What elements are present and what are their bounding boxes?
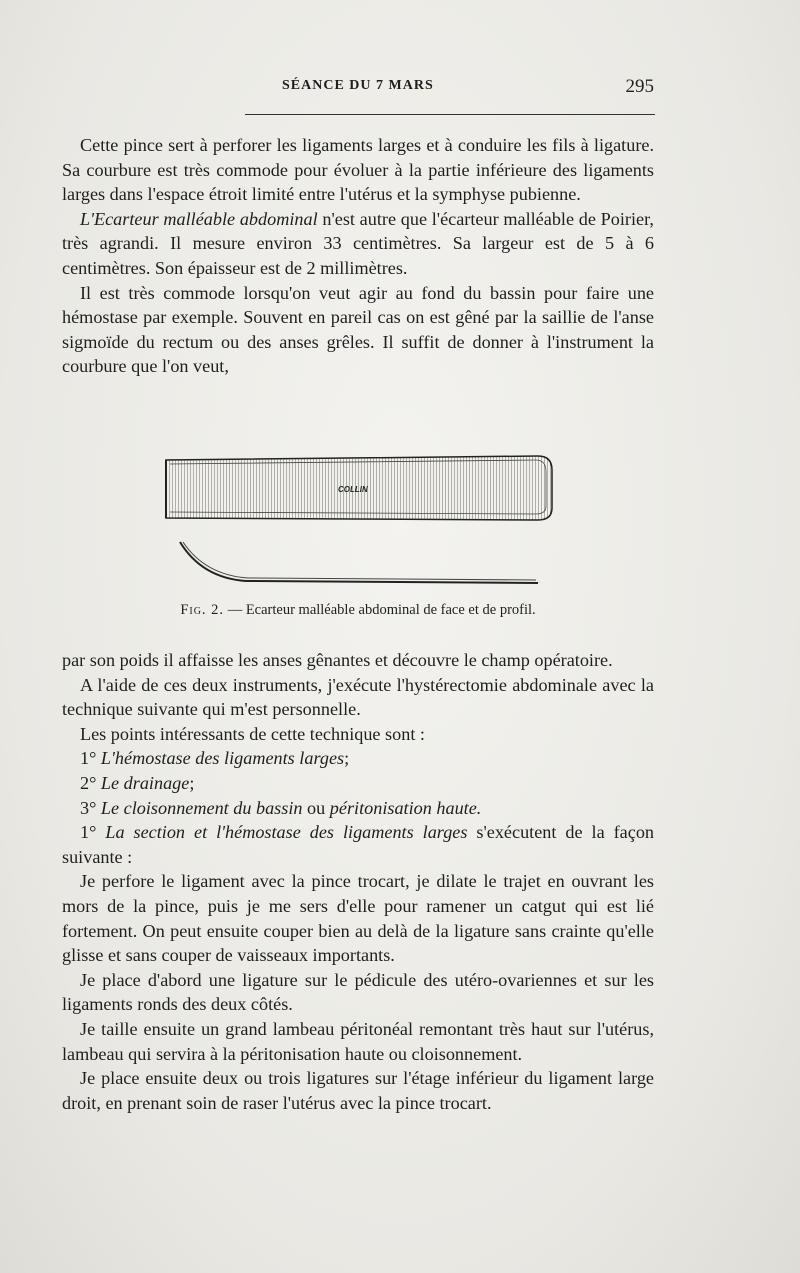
paragraph: Je perfore le ligament avec la pince trocart, je dilate le trajet en ouvrant les mors de la pince, puis je me sers d'elle pour ramener un catgut qui est lié fortement. On peut ensuite couper bien au delà de la ligature sans crainte qu'elle glisse et sans couper de vaisseaux importants. <box>62 871 654 966</box>
list-item-text: péritonisation haute. <box>329 797 482 818</box>
list-number: 1° <box>80 748 97 769</box>
retractor-face-view <box>166 456 552 520</box>
page-header <box>62 76 654 100</box>
paragraph <box>62 281 654 379</box>
list-punct: ; <box>189 772 195 793</box>
list-number: 2° <box>80 772 97 793</box>
list-item-text: ou <box>302 797 330 818</box>
list-item-text: Le drainage <box>100 772 190 793</box>
paragraph <box>62 820 654 869</box>
figure-retractor <box>160 450 560 600</box>
retractor-illustration <box>160 450 560 600</box>
list-number: 1° <box>80 822 97 843</box>
text-block-bottom <box>62 648 654 1115</box>
caption-text: — Ecarteur malléable abdominal de face et de profil. <box>224 602 536 618</box>
running-title: SÉANCE DU 7 MARS <box>282 78 434 93</box>
list-item-text: L'hémostase des ligaments larges <box>100 748 345 769</box>
paragraph: par son poids il affaisse les anses gênantes et découvre le champ opératoire. <box>62 650 613 670</box>
list-item <box>62 771 654 796</box>
paragraph: Je place d'abord une ligature sur le pédicule des utéro-ovariennes et sur les ligaments ronds des deux côtés. <box>62 969 654 1015</box>
list-number: 3° <box>80 797 97 818</box>
paragraph-text: s'exécutent de la façon suivante : <box>62 822 655 867</box>
paragraph: A l'aide de ces deux instruments, j'exécute l'hystérectomie abdominale avec la technique suivante qui m'est personnelle. <box>62 674 654 720</box>
list-item <box>62 796 654 821</box>
text-block-top <box>62 133 654 379</box>
list-item <box>62 746 654 771</box>
list-item-text: Le cloisonnement du bassin <box>100 797 303 818</box>
header-rule <box>245 114 655 115</box>
paragraph <box>62 133 654 207</box>
paragraph-text: Il est très commode lorsqu'on veut agir au fond du bassin pour faire une hémostase par exemple. Souvent en pareil cas on est gêné par la saillie de l'anse sigmoïde du rectum ou des anses grêles. Il suffit de donner à l'instrument la courbure que l'on veut, <box>62 282 654 377</box>
figure-caption <box>62 602 654 619</box>
paragraph: Je taille ensuite un grand lambeau péritonéal remontant très haut sur l'utérus, lambeau qui servira à la péritonisation haute ou cloisonnement. <box>62 1018 654 1064</box>
paragraph <box>62 207 654 281</box>
paragraph-text: Cette pince sert à perforer les ligaments larges et à conduire les fils à ligature. Sa courbure est très commode pour évoluer à la partie inférieure des ligaments larges dans l'espace étroit limité entre l'utérus et la symphyse pubienne. <box>62 135 654 205</box>
paragraph-italic: L'Ecarteur malléable abdominal <box>80 208 318 229</box>
paragraph-italic: La section et l'hémostase des ligaments larges <box>105 822 468 843</box>
paragraph-text: n'est autre que l'écarteur malléable de Poirier, très agrandi. Il mesure environ 33 centimètres. Sa largeur est de 5 à 6 centimètres. Son épaisseur est de 2 millimètres. <box>62 208 654 278</box>
manufacturer-stamp: COLLIN <box>338 485 368 494</box>
paragraph: Les points intéressants de cette technique sont : <box>80 723 425 744</box>
list-punct: ; <box>344 748 350 769</box>
paragraph: Je place ensuite deux ou trois ligatures sur l'étage inférieur du ligament large droit, en prenant soin de raser l'utérus avec la pince trocart. <box>62 1068 654 1113</box>
retractor-profile-view <box>180 542 538 583</box>
page-number: 295 <box>625 76 654 97</box>
figure-label: Fig. 2. <box>180 602 225 618</box>
